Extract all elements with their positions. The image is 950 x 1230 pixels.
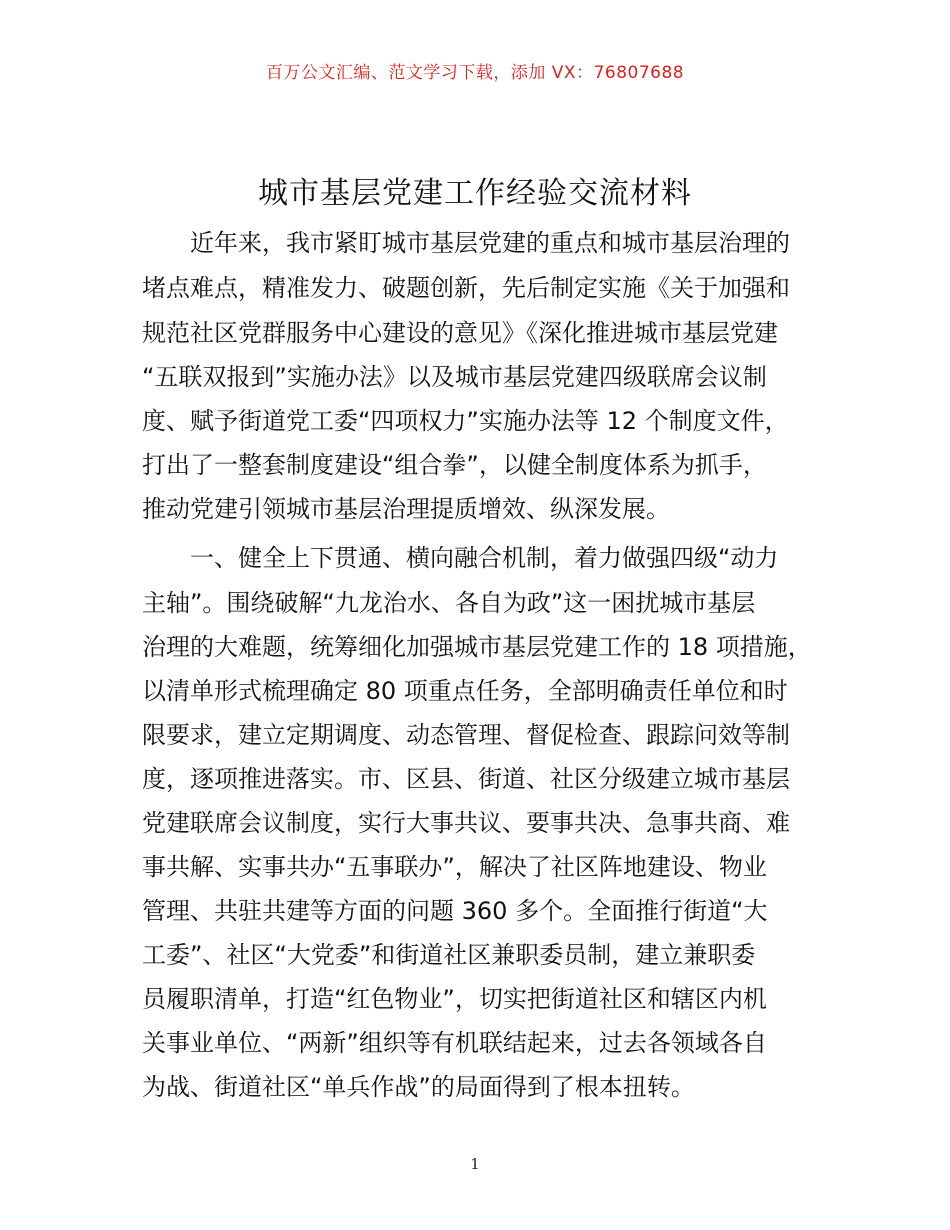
paragraph-line: “五联双报到”实施办法》以及城市基层党建四级联席会议制 (142, 363, 767, 391)
paragraph-line: 规范社区党群服务中心建设的意见》《深化推进城市基层党建 (142, 319, 778, 347)
paragraph-line: 事共解、实事共办“五事联办”，解决了社区阵地建设、物业 (142, 853, 767, 881)
header-banner: 百万公文汇编、范文学习下载，添加 VX：76807688 (265, 63, 685, 83)
document-title: 城市基层党建工作经验交流材料 (258, 176, 692, 211)
paragraph-line: 堵点难点，精准发力、破题创新，先后制定实施《关于加强和 (142, 274, 790, 302)
paragraph-line: 打出了一整套制度建设“组合拳”，以健全制度体系为抓手， (142, 451, 767, 479)
paragraph-line: 员履职清单，打造“红色物业”，切实把街道社区和辖区内机 (142, 985, 767, 1013)
paragraph-line: 一、健全上下贯通、横向融合机制，着力做强四级“动力 (142, 544, 779, 572)
page-number: 1 (470, 1155, 480, 1173)
paragraph-line: 度、赋予街道党工委“四项权力”实施办法等 12 个制度文件， (142, 407, 789, 435)
paragraph-line: 治理的大难题，统筹细化加强城市基层党建工作的 18 项措施， (142, 633, 812, 661)
paragraph-line: 度，逐项推进落实。市、区县、街道、社区分级建立城市基层 (142, 765, 790, 793)
paragraph-line: 推动党建引领城市基层治理提质增效、纵深发展。 (142, 495, 670, 523)
paragraph-line: 限要求，建立定期调度、动态管理、督促检查、跟踪问效等制 (142, 721, 790, 749)
paragraph-line: 以清单形式梳理确定 80 项重点任务，全部明确责任单位和时 (142, 677, 788, 705)
paragraph-line: 近年来，我市紧盯城市基层党建的重点和城市基层治理的 (142, 229, 790, 257)
paragraph-line: 主轴”。围绕破解“九龙治水、各自为政”这一困扰城市基层 (142, 589, 756, 617)
paragraph-line: 关事业单位、“两新”组织等有机联结起来，过去各领域各自 (142, 1029, 767, 1057)
paragraph-line: 工委”、社区“大党委”和街道社区兼职委员制，建立兼职委 (142, 941, 756, 969)
paragraph-line: 为战、街道社区“单兵作战”的局面得到了根本扭转。 (142, 1073, 695, 1101)
paragraph-line: 党建联席会议制度，实行大事共议、要事共决、急事共商、难 (142, 809, 790, 837)
paragraph-line: 管理、共驻共建等方面的问题 360 多个。全面推行街道“大 (142, 897, 768, 925)
